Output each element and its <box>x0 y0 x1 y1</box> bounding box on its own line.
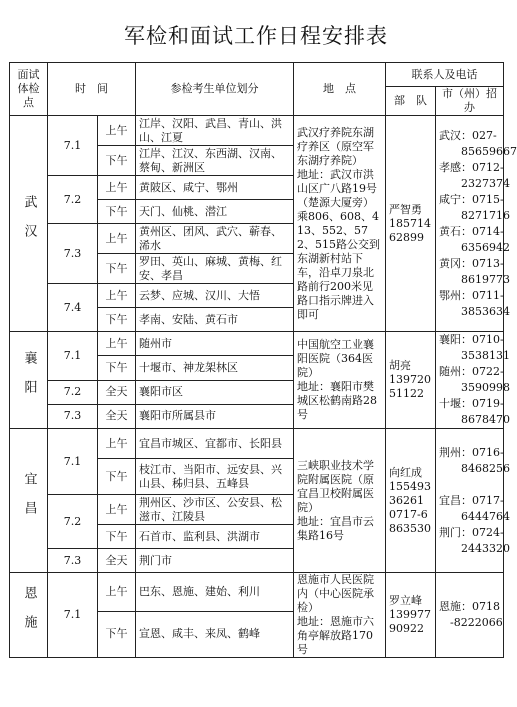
checkpoint-city: 武汉 <box>10 116 48 332</box>
units-cell: 枝江市、当阳市、远安县、兴山县、秭归县、五峰县 <box>136 459 294 495</box>
session-cell: 上午 <box>98 284 136 308</box>
units-cell: 襄阳市区 <box>136 380 294 404</box>
units-cell: 黄陂区、咸宁、鄂州 <box>136 176 294 200</box>
date-cell: 7.3 <box>48 404 98 428</box>
page-title: 军检和面试工作日程安排表 <box>124 24 388 48</box>
session-cell: 下午 <box>98 459 136 495</box>
session-cell: 下午 <box>98 308 136 332</box>
units-cell: 云梦、应城、汉川、大悟 <box>136 284 294 308</box>
units-cell: 黄州区、团风、武穴、蕲春、浠水 <box>136 224 294 254</box>
session-cell: 下午 <box>98 356 136 380</box>
session-cell: 全天 <box>98 404 136 428</box>
date-cell: 7.3 <box>48 549 98 573</box>
units-cell: 十堰市、神龙架林区 <box>136 356 294 380</box>
place-cell: 恩施市人民医院内（中心医院承检） 地址：恩施市六角亭解放路170号 <box>294 573 386 658</box>
session-cell: 下午 <box>98 146 136 176</box>
place-cell: 中国航空工业襄阳医院（364医院） 地址：襄阳市樊城区松鹤南路28号 <box>294 332 386 429</box>
units-cell: 江岸、江汉、东西湖、汉南、蔡甸、新洲区 <box>136 146 294 176</box>
date-cell: 7.4 <box>48 284 98 332</box>
date-cell: 7.1 <box>48 116 98 176</box>
schedule-table <box>9 62 517 658</box>
session-cell: 上午 <box>98 116 136 146</box>
dept-contact-cell: 胡亮 139720 51122 <box>386 332 436 429</box>
header-city-office: 市（州）招办 <box>436 87 504 116</box>
header-contact: 联系人及电话 <box>386 63 504 87</box>
checkpoint-city: 宜昌 <box>10 429 48 573</box>
units-cell: 石首市、监利县、洪湖市 <box>136 525 294 549</box>
session-cell: 全天 <box>98 549 136 573</box>
units-cell: 江岸、汉阳、武昌、青山、洪山、江夏 <box>136 116 294 146</box>
date-cell: 7.2 <box>48 176 98 224</box>
units-cell: 巴东、恩施、建始、利川 <box>136 573 294 612</box>
dept-contact-cell: 罗立峰 139977 90922 <box>386 573 436 658</box>
session-cell: 下午 <box>98 254 136 284</box>
header-time: 时 间 <box>48 63 136 116</box>
units-cell: 罗田、英山、麻城、黄梅、红安、孝昌 <box>136 254 294 284</box>
session-cell: 上午 <box>98 429 136 459</box>
dept-contact-cell: 严智勇 185714 62899 <box>386 116 436 332</box>
units-cell: 宣恩、咸丰、来凤、鹤峰 <box>136 611 294 657</box>
session-cell: 全天 <box>98 380 136 404</box>
checkpoint-city: 恩施 <box>10 573 48 658</box>
header-checkpoint: 面试体检点 <box>10 63 48 116</box>
table-row <box>10 116 504 146</box>
session-cell: 下午 <box>98 611 136 657</box>
date-cell: 7.2 <box>48 380 98 404</box>
session-cell: 上午 <box>98 573 136 612</box>
header-dept: 部 队 <box>386 87 436 116</box>
session-cell: 上午 <box>98 332 136 356</box>
city-office-phone-cell: 荆州：0716- 8468256 宜昌：0717- 6444764 荆门：0724- 2443320 <box>436 429 504 573</box>
city-office-phone-cell: 武汉：027- 85659667 孝感：0712- 2327374 咸宁：0715- 8271716 黄石：0714- 6356942 黄冈：0713- 8619773 鄂州：0711- 3853634 <box>436 116 504 332</box>
session-cell: 下午 <box>98 200 136 224</box>
units-cell: 荆州区、沙市区、公安县、松滋市、江陵县 <box>136 495 294 525</box>
session-cell: 上午 <box>98 224 136 254</box>
units-cell: 孝南、安陆、黄石市 <box>136 308 294 332</box>
city-office-phone-cell: 恩施：0718 -8222066 <box>436 573 504 658</box>
units-cell: 随州市 <box>136 332 294 356</box>
units-cell: 宜昌市城区、宜都市、长阳县 <box>136 429 294 459</box>
table-row <box>10 429 504 459</box>
table-row <box>10 332 504 356</box>
session-cell: 上午 <box>98 495 136 525</box>
session-cell: 上午 <box>98 176 136 200</box>
header-units: 参检考生单位划分 <box>136 63 294 116</box>
city-office-phone-cell: 襄阳：0710- 3538131 随州：0722- 3590998 十堰：0719- 8678470 <box>436 332 504 429</box>
place-cell: 武汉疗养院东湖疗养区（原空军东湖疗养院） 地址：武汉市洪山区广八路19号（楚源大厦旁） 乘806、608、413、552、572、515路公交到东湖新村站下车，沿卓刀泉北路前行200米见路口指示牌进入即可 <box>294 116 386 332</box>
units-cell: 天门、仙桃、潜江 <box>136 200 294 224</box>
date-cell: 7.3 <box>48 224 98 284</box>
header-place: 地 点 <box>294 63 386 116</box>
session-cell: 下午 <box>98 525 136 549</box>
date-cell: 7.1 <box>48 429 98 495</box>
units-cell: 荆门市 <box>136 549 294 573</box>
dept-contact-cell: 向红成 155493 36261 0717-6 863530 <box>386 429 436 573</box>
date-cell: 7.1 <box>48 573 98 658</box>
date-cell: 7.1 <box>48 332 98 381</box>
table-row <box>10 573 504 612</box>
units-cell: 襄阳市所属县市 <box>136 404 294 428</box>
place-cell: 三峡职业技术学院附属医院（原宜昌卫校附属医院） 地址：宜昌市云集路16号 <box>294 429 386 573</box>
checkpoint-city: 襄阳 <box>10 332 48 429</box>
date-cell: 7.2 <box>48 495 98 549</box>
